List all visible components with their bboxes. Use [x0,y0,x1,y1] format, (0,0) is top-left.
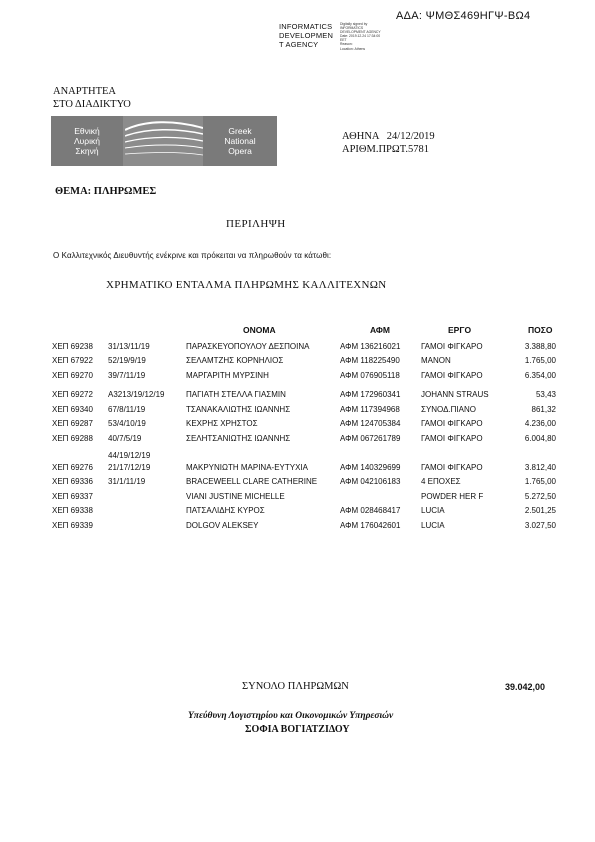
protocol-number: ΑΡΙΘΜ.ΠΡΩΤ.5781 [342,144,429,155]
greek-national-opera-logo [51,116,277,166]
cell-afm: ΑΦΜ 136216021 [340,342,401,351]
logo-english-text: Greek National Opera [203,116,277,166]
cell-date: 31/1/11/19 [108,477,146,486]
cell-code: ΧΕΠ 69337 [52,492,93,501]
cell-code: ΧΕΠ 69336 [52,477,93,486]
subject: ΘΕΜΑ: ΠΛΗΡΩΜΕΣ [55,186,157,197]
cell-afm: ΑΦΜ 172960341 [340,390,401,399]
cell-amount: 861,32 [531,405,556,414]
logo-greek-text: Εθνική Λυρική Σκηνή [51,116,123,166]
cell-name: ΣΕΛΑΜΤΖΗΣ ΚΟΡΝΗΛΙΟΣ [186,356,284,365]
extra-date: 44/19/12/19 [108,451,151,460]
cell-date: 52/19/9/19 [108,356,146,365]
cell-afm: ΑΦΜ 176042601 [340,521,401,530]
cell-code: ΧΕΠ 69339 [52,521,93,530]
cell-work: ΓΑΜΟΙ ΦΙΓΚΑΡΟ [421,434,483,443]
cell-afm: ΑΦΜ 117394968 [340,405,400,414]
cell-amount: 6.354,00 [524,371,556,380]
cell-work: ΓΑΜΟΙ ΦΙΓΚΑΡΟ [421,419,483,428]
cell-amount: 2.501,25 [524,506,556,515]
cell-name: BRACEWEELL CLARE CATHERINE [186,477,318,486]
cell-afm: ΑΦΜ 124705384 [340,419,401,428]
cell-date: 40/7/5/19 [108,434,142,443]
cell-name: ΠΑΡΑΣΚΕΥΟΠΟΥΛΟΥ ΔΕΣΠΟΙΝΑ [186,342,310,351]
cell-date: 31/13/11/19 [108,342,150,351]
cell-name: ΠΑΓΙΑΤΗ ΣΤΕΛΛΑ ΓΙΑΣΜΙΝ [186,390,286,399]
cell-date: 21/17/12/19 [108,463,151,472]
table-row [0,506,595,520]
cell-amount: 6.004,80 [524,434,556,443]
logo-wave-icon [125,116,203,166]
cell-amount: 3.812,40 [524,463,556,472]
cell-code: ΧΕΠ 69340 [52,405,93,414]
cell-code: ΧΕΠ 69288 [52,434,93,443]
column-header-amount: ΠΟΣΟ [528,325,553,335]
table-row [0,356,595,370]
cell-date: 67/8/11/19 [108,405,146,414]
total-value: 39.042,00 [505,682,546,692]
cell-amount: 4.236,00 [524,419,556,428]
cell-code: ΧΕΠ 69276 [52,463,93,472]
cell-work: LUCIA [421,521,445,530]
cell-work: 4 ΕΠΟΧΕΣ [421,477,461,486]
table-row [0,463,595,477]
cell-work: LUCIA [421,506,445,515]
table-row [0,419,595,433]
cell-name: DOLGOV ALEKSEY [186,521,259,530]
cell-name: ΜΑΚΡΥΝΙΩΤΗ ΜΑΡΙΝΑ-ΕΥΤΥΧΙΑ [186,463,308,472]
table-row [0,477,595,491]
cell-name: ΚΕΧΡΗΣ ΧΡΗΣΤΟΣ [186,419,258,428]
cell-amount: 1.765,00 [524,356,556,365]
ada-code: ΑΔΑ: ΨΜΘΣ469ΗΓΨ-ΒΩ4 [396,10,531,22]
cell-code: ΧΕΠ 69338 [52,506,93,515]
posted-online-note: ΑΝΑΡΤΗΤΕΑ ΣΤΟ ΔΙΑΔΙΚΤΥΟ [53,86,131,110]
column-header-afm: ΑΦΜ [370,325,390,335]
cell-amount: 3.388,80 [524,342,556,351]
cell-date: Α3213/19/12/19 [108,390,165,399]
place-date-block [342,130,435,156]
cell-work: JOHANN STRAUS [421,390,489,399]
cell-date: 39/7/11/19 [108,371,146,380]
cell-code: ΧΕΠ 67922 [52,356,93,365]
cell-work: ΓΑΜΟΙ ΦΙΓΚΑΡΟ [421,463,483,472]
table-row [0,521,595,535]
digital-signature-details: Digitally signed by INFORMATICS DEVELOPMENT AGENCY Date: 2019.12.24 17:34:00 EET Reason: Location: Athens [340,22,381,51]
intro-text: Ο Καλλιτεχνικός Διευθυντής ενέκρινε και πρόκειται να πληρωθούν τα κάτωθι: [53,251,332,260]
cell-work: ΓΑΜΟΙ ΦΙΓΚΑΡΟ [421,371,483,380]
place-date: ΑΘΗΝΑ 24/12/2019 [342,131,435,142]
cell-name: ΜΑΡΓΑΡΙΤΗ ΜΥΡΣΙΝΗ [186,371,269,380]
cell-name: ΣΕΛΗΤΣΑΝΙΩΤΗΣ ΙΩΑΝΝΗΣ [186,434,291,443]
cell-afm: ΑΦΜ 140329699 [340,463,401,472]
cell-amount: 53,43 [535,390,556,399]
cell-afm: ΑΦΜ 118225490 [340,356,400,365]
document-heading: ΧΡΗΜΑΤΙΚΟ ΕΝΤΑΛΜΑ ΠΛΗΡΩΜΗΣ ΚΑΛΛΙΤΕΧΝΩΝ [106,279,387,291]
cell-afm: ΑΦΜ 067261789 [340,434,401,443]
cell-code: ΧΕΠ 69272 [52,390,93,399]
table-row [0,390,595,404]
cell-name: ΠΑΤΣΑΛΙΔΗΣ ΚΥΡΟΣ [186,506,265,515]
table-row [0,342,595,356]
cell-date: 53/4/10/19 [108,419,146,428]
cell-code: ΧΕΠ 69287 [52,419,93,428]
cell-amount: 5.272,50 [524,492,556,501]
column-header-name: ΟΝΟΜΑ [243,325,276,335]
table-row [0,405,595,419]
column-header-work: ΕΡΓΟ [448,325,472,335]
summary-title: ΠΕΡΙΛΗΨΗ [226,218,286,230]
cell-name: ΤΣΑΝΑΚΑΛΙΩΤΗΣ ΙΩΑΝΝΗΣ [186,405,291,414]
total-label: ΣΥΝΟΛΟ ΠΛΗΡΩΜΩΝ [242,681,349,692]
cell-afm: ΑΦΜ 042106183 [340,477,401,486]
cell-amount: 1.765,00 [524,477,556,486]
table-row [0,434,595,448]
table-row [0,371,595,385]
signer-role: Υπεύθυνη Λογιστηρίου και Οικονομικών Υπηρεσιών [188,711,394,721]
cell-work: ΓΑΜΟΙ ΦΙΓΚΑΡΟ [421,342,483,351]
cell-afm: ΑΦΜ 076905118 [340,371,400,380]
cell-work: POWDER HER F [421,492,484,501]
table-row [0,492,595,506]
cell-afm: ΑΦΜ 028468417 [340,506,401,515]
cell-code: ΧΕΠ 69270 [52,371,93,380]
signer-fullname: ΣΟΦΙΑ ΒΟΓΙΑΤΖΙΔΟΥ [245,724,350,735]
cell-work: ΣΥΝΟΔ.ΠΙΑΝΟ [421,405,477,414]
cell-name: VIANI JUSTINE MICHELLE [186,492,285,501]
signer-name: INFORMATICS DEVELOPMEN T AGENCY [279,22,334,49]
cell-code: ΧΕΠ 69238 [52,342,93,351]
cell-work: ΜΑΝΟΝ [421,356,451,365]
cell-amount: 3.027,50 [524,521,556,530]
